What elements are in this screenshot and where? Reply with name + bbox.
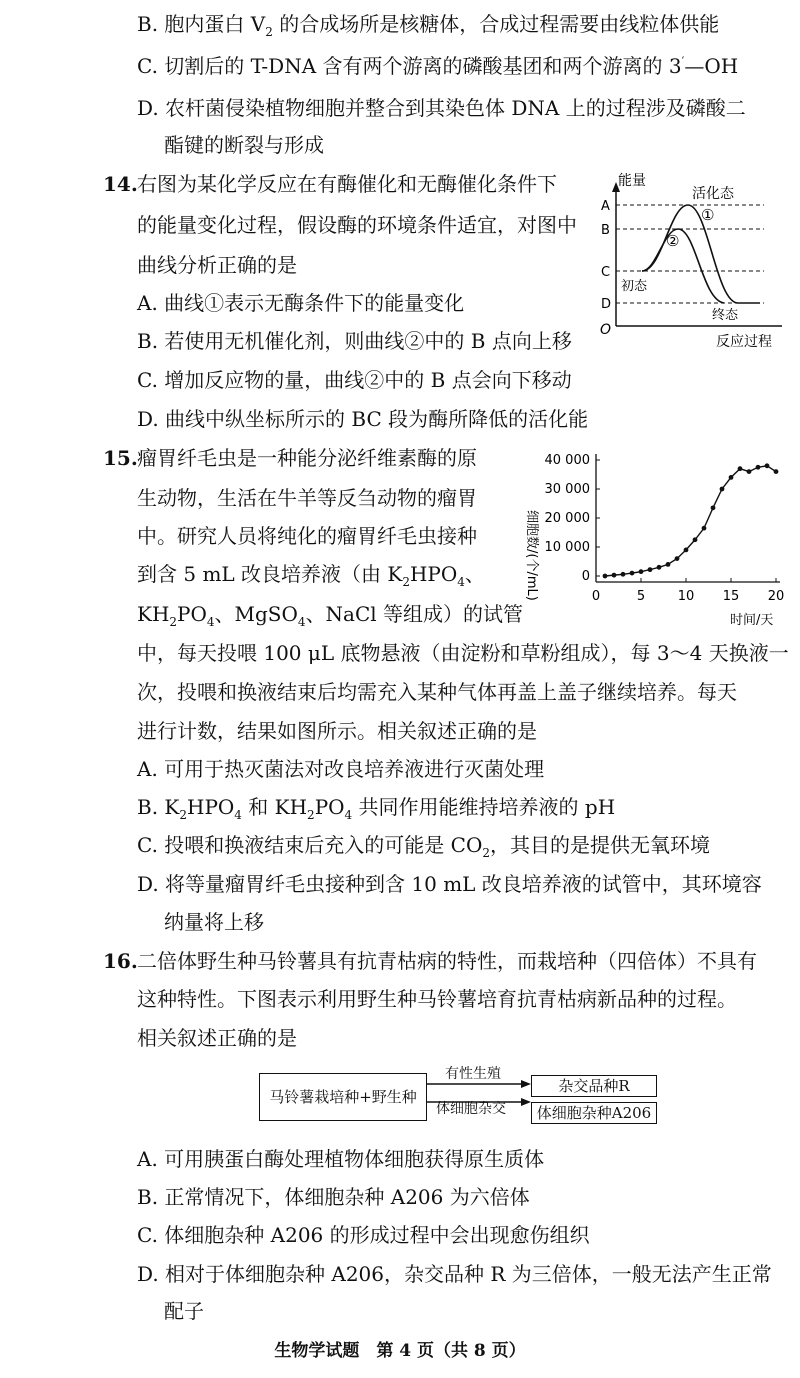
q13-option-c: C. 切割后的 T-DNA 含有两个游离的磷酸基团和两个游离的 3′—OH [137,54,739,78]
growth-data-point [693,537,698,542]
growth-data-point [639,569,644,574]
q13-option-d-line1: D. 农杆菌侵染植物细胞并整合到其染色体 DNA 上的过程涉及磷酸二 [137,96,746,120]
final-state-label: 终态 [712,308,739,323]
q15-option-d-line2: 纳量将上移 [164,910,264,934]
source-box: 马铃薯栽培种+野生种 [259,1073,427,1121]
q15-option-a: A. 可用于热灭菌法对改良培养液进行灭菌处理 [137,757,545,781]
growth-y-tick-label: 10 000 [544,540,590,555]
q15-stem-line8: 进行计数，结果如图所示。相关叙述正确的是 [137,719,537,743]
q14-stem-line3: 曲线分析正确的是 [137,253,297,277]
q14-number: 14. [103,172,138,196]
target-box-1: 杂交品种R [531,1075,657,1097]
q14-stem-line2: 的能量变化过程，假设酶的环境条件适宜，对图中 [137,213,577,237]
q16-option-a: A. 可用胰蛋白酶处理植物体细胞获得原生质体 [137,1147,545,1171]
growth-data-point [630,571,635,576]
level-b-label: B [601,223,610,238]
q15-stem-line4: 到含 5 mL 改良培养液（由 $K_2HPO_4$、 [137,562,485,589]
arrow-2-head [521,1098,531,1106]
growth-data-point [621,572,626,577]
growth-data-point [729,475,734,480]
q15-stem-line7: 次，投喂和换液结束后均需充入某种气体再盖上盖子继续培养。每天 [137,680,737,704]
growth-x-tick-label: 5 [636,589,646,604]
growth-data-point [603,574,608,579]
level-d-label: D [601,297,612,312]
q16-option-d-line2: 配子 [164,1299,204,1323]
page-footer: 生物学试题 第 4 页（共 8 页） [274,1341,526,1361]
growth-y-tick-label: 0 [581,569,590,584]
q14-option-a: A. 曲线①表示无酶条件下的能量变化 [137,291,465,315]
q16-option-d-line1: D. 相对于体细胞杂种 A206，杂交品种 R 为三倍体，一般无法产生正常 [137,1262,772,1286]
growth-data-point [774,469,779,474]
growth-y-tick-label: 30 000 [544,482,590,497]
growth-x-label: 时间/天 [730,613,774,628]
target-box-2: 体细胞杂种A206 [531,1102,657,1124]
curve-2-marker: ② [666,232,680,250]
curve-1-marker: ① [701,206,715,224]
q15-option-d-line1: D. 将等量瘤胃纤毛虫接种到含 10 mL 改良培养液的试管中，其环境容 [137,872,762,896]
q15-stem-line5: $KH_2PO_4$、MgSO$_4$、NaCl 等组成）的试管 [137,602,524,629]
q16-stem-line3: 相关叙述正确的是 [137,1026,297,1050]
growth-data-point [756,465,761,470]
q14-stem-line1: 右图为某化学反应在有酶催化和无酶催化条件下 [137,172,557,196]
arrow-1-head [521,1080,531,1088]
growth-x-tick-label: 20 [767,589,785,604]
q16-number: 16. [103,949,138,973]
q13-option-d-line2: 酯键的断裂与形成 [164,133,324,157]
initial-state-label: 初态 [621,279,648,294]
growth-data-point [648,567,653,572]
curve-2 [642,229,724,303]
q16-option-c: C. 体细胞杂种 A206 的形成过程中会出现愈伤组织 [137,1223,590,1247]
growth-x-tick-label: 15 [722,589,740,604]
growth-x-tick-label: 10 [677,589,695,604]
growth-data-point [657,565,662,570]
q16-option-b: B. 正常情况下，体细胞杂种 A206 为六倍体 [137,1185,530,1209]
energy-origin: O [600,322,612,338]
growth-data-point [612,573,617,578]
q16-stem-line1: 二倍体野生种马铃薯具有抗青枯病的特性，而栽培种（四倍体）不具有 [137,949,757,973]
growth-x-tick-label: 0 [591,589,601,604]
arrow-1-label: 有性生殖 [445,1066,501,1082]
growth-data-point [711,505,716,510]
growth-data-point [675,556,680,561]
level-a-label: A [601,199,610,214]
arrow-2-label: 体细胞杂交 [436,1101,506,1117]
q13-option-b: B. 胞内蛋白 $V_2$ 的合成场所是核糖体，合成过程需要由线粒体供能 [137,12,720,39]
growth-series-line [605,466,776,576]
q15-option-c: C. 投喂和换液结束后充入的可能是 $CO_2$，其目的是提供无氧环境 [137,833,711,860]
energy-y-label: 能量 [618,173,646,189]
growth-data-point [720,487,725,492]
growth-data-point [747,469,752,474]
flow-arrows [425,1070,535,1120]
q15-stem-line6: 中，每天投喂 100 μL 底物悬液（由淀粉和草粉组成），每 3～4 天换液一 [137,641,789,665]
q16-stem-line2: 这种特性。下图表示利用野生种马铃薯培育抗青枯病新品种的过程。 [137,987,737,1011]
q15-stem-line2: 生动物，生活在牛羊等反刍动物的瘤胃 [137,486,477,510]
growth-y-label: 细胞数/(个/mL) [524,510,539,601]
energy-diagram [592,168,792,352]
growth-data-point [765,463,770,468]
growth-data-point [684,548,689,553]
growth-data-point [738,466,743,471]
q14-option-b: B. 若使用无机催化剂，则曲线②中的 B 点向上移 [137,329,572,353]
growth-y-tick-label: 20 000 [544,511,590,526]
growth-data-point [666,562,671,567]
q14-option-c: C. 增加反应物的量，曲线②中的 B 点会向下移动 [137,368,572,392]
q15-number: 15. [103,446,138,470]
growth-chart [508,442,798,632]
q15-option-b: B. $K_2HPO_4$ 和 $KH_2PO_4$ 共同作用能维持培养液的 pH [137,795,616,822]
energy-x-label: 反应过程 [716,334,772,350]
growth-data-point [702,526,707,531]
q15-stem-line1: 瘤胃纤毛虫是一种能分泌纤维素酶的原 [137,446,477,470]
q15-stem-line3: 中。研究人员将纯化的瘤胃纤毛虫接种 [137,524,477,548]
activated-state-label: 活化态 [692,186,734,202]
growth-y-tick-label: 40 000 [544,453,590,468]
q14-option-d: D. 曲线中纵坐标所示的 BC 段为酶所降低的活化能 [137,407,589,431]
level-c-label: C [601,265,611,280]
